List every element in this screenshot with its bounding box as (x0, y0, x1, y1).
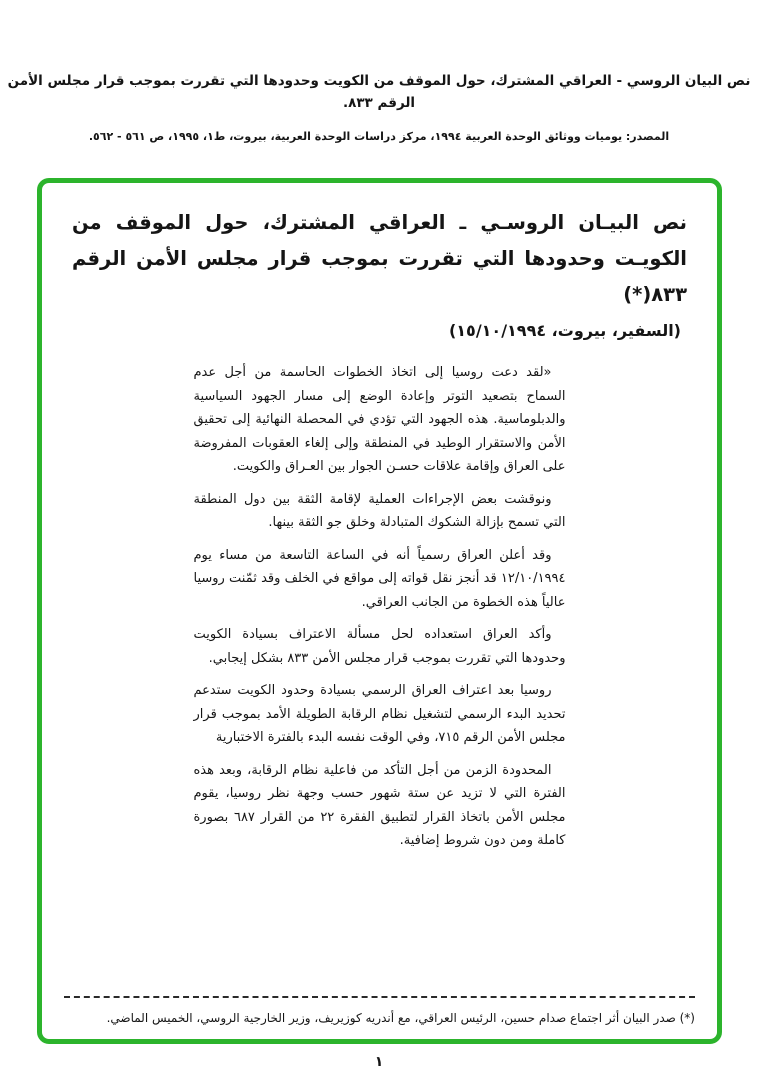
page-header (0, 0, 758, 146)
document-body (194, 361, 566, 853)
header-title-line1: نص البيان الروسي - العراقي المشترك، حول الموقف من الكويت وحدودها التي تقررت بموجب قرار مجلس الأمن (7, 73, 751, 89)
paragraph: روسيا بعد اعتراف العراق الرسمي بسيادة وحدود الكويت ستدعم تحديد البدء الرسمي لتشغيل نظام الرقابة الطويلة الأمد بموجب قرار مجلس الأمن الرقم ٧١٥، وفي الوقت نفسه البدء بالفترة الاختبارية (193, 683, 566, 745)
header-source-citation: المصدر: يوميات ووثائق الوحدة العربية ١٩٩٤، مركز دراسات الوحدة العربية، بيروت، ط١، ١٩٩٥، ص ٥٦١ - ٥٦٢. (88, 130, 670, 143)
document-subtitle: (السفير، بيروت، ١٥/١٠/١٩٩٤) (448, 321, 681, 340)
page-number: ١ (374, 1054, 384, 1070)
paragraph: وأكد العراق استعداده لحل مسألة الاعتراف بسيادة الكويت وحدودها التي تقررت بموجب قرار مجلس الأمن ٨٣٣ بشكل إيجابي. (193, 627, 566, 666)
paragraph: «لقد دعت روسيا إلى اتخاذ الخطوات الحاسمة من أجل عدم السماح بتصعيد التوتر وإعادة الوضع إلى مسار الجهود السياسية والدبلوماسية. هذه الجهود التي تؤدي في المحصلة النهائية إلى تحقيق الأمن والاستقرار الوطيد في المنطقة وإلى إلغاء العقوبات المفروضة على العراق وإقامة علاقات حسـن الجوار بين العـراق والكويت. (193, 365, 566, 474)
paragraph: وقد أعلن العراق رسمياً أنه في الساعة التاسعة من مساء يوم ١٢/١٠/١٩٩٤ قد أنجز نقل قواته إلى مواقع في الخلف وقد ثمّنت روسيا عالياً هذه الخطوة من الجانب العراقي. (193, 547, 566, 610)
document-title: نص البيـان الروسـي ـ العراقي المشترك، حول الموقف من الكويـت وحدودها التي تقررت بموجب قرار مجلس الأمن الرقم ٨٣٣(*) (72, 211, 687, 306)
header-title-line2: الرقم ٨٣٣. (342, 95, 416, 111)
document-box (37, 178, 722, 1044)
paragraph: ونوقشت بعض الإجراءات العملية لإقامة الثقة بين دول المنطقة التي تسمح بإزالة الشكوك المتبادلة وخلق جو الثقة بينها. (193, 491, 566, 530)
document-footnote: (*) صدر البيان أثر اجتماع صدام حسين، الرئيس العراقي، مع أندريه كوزيريف، وزير الخارجية الروسي، الخميس الماضي. (64, 996, 695, 1029)
document-content (42, 183, 717, 853)
paragraph: المحدودة الزمن من أجل التأكد من فاعلية نظام الرقابة، وبعد هذه الفترة التي لا تزيد عن ستة شهور حسب وجهة نظر روسيا، يقوم مجلس الأمن باتخاذ القرار لتطبيق الفقرة ٢٢ من القرار ٦٨٧ بصورة كاملة ومن دون شروط إضافية. (193, 762, 566, 848)
